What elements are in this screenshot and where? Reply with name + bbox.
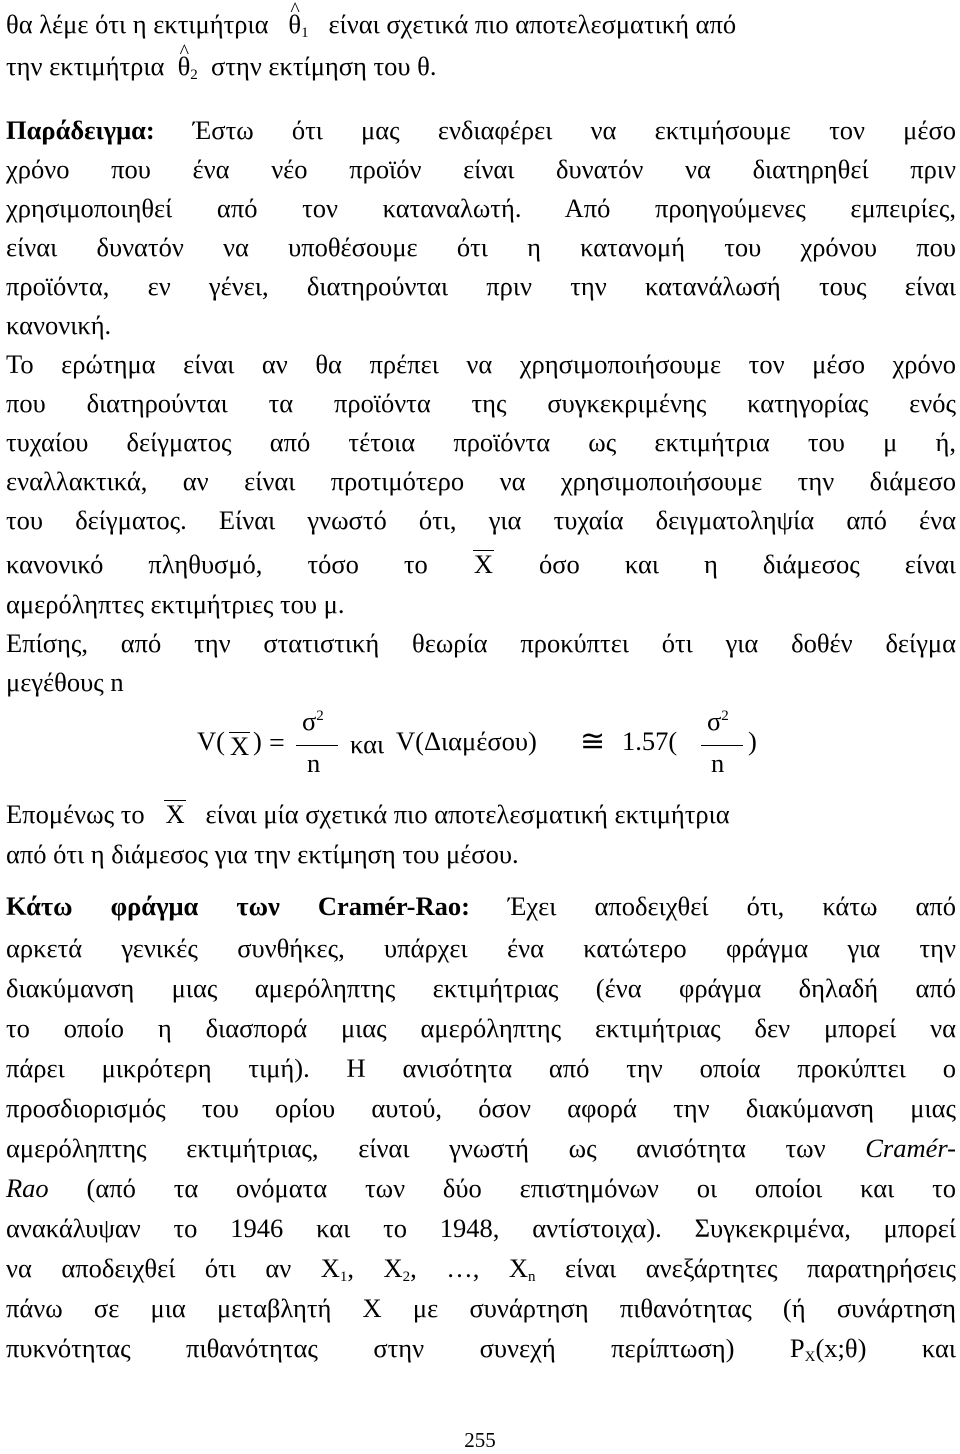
text-line-6: είναι δυνατόν να υποθέσουμε ότι η κατανομή του χρόνου που [6, 232, 956, 262]
formula-numerator: $\sigma^2$ [707, 706, 729, 736]
x-bar-symbol: X [473, 549, 493, 579]
formula-text: ) [748, 726, 757, 756]
text-line-21: αρκετά γενικές συνθήκες, υπάρχει ένα κατώτερο φράγμα για την [6, 933, 956, 963]
text-line-26 [6, 1128, 956, 1168]
italic-run: Cramér- [865, 1133, 956, 1163]
x-bar-symbol: X [230, 731, 250, 761]
text-line-13: του δείγματος. Είναι γνωστό ότι, για τυχαία δειγματοληψία από ένα [6, 505, 956, 535]
cramer-rao-heading: Κάτω φράγμα των Cramér-Rao: [6, 891, 470, 921]
text-line-12: εναλλακτικά, αν είναι προτιμότερο να χρησιμοποιήσουμε την διάμεσο [6, 466, 956, 496]
text-line-30: πάνω σε μια μεταβλητή X με συνάρτηση πιθανότητας (ή συνάρτηση [6, 1293, 956, 1323]
text-line-20 [6, 886, 956, 926]
text-line-17: μεγέθους n [6, 667, 124, 697]
text-run: Έστω ότι μας ενδιαφέρει να εκτιμήσουμε τον μέσο [192, 115, 957, 145]
text-line-19: από ότι η διάμεσος για την εκτίμηση του μέσου. [6, 839, 519, 869]
text-line-4: χρόνο που ένα νέο προϊόν είναι δυνατόν να διατηρηθεί πριν [6, 154, 956, 184]
formula-text: 1.57( [622, 726, 678, 756]
formula-text: και [350, 729, 385, 759]
text-line-3 [6, 110, 956, 150]
text-run: θα λέμε ότι η εκτιμήτρια [6, 9, 269, 39]
text-line-29 [6, 1248, 956, 1288]
text-line-9: Το ερώτημα είναι αν θα πρέπει να χρησιμοποιήσουμε τον μέσο χρόνο [6, 349, 956, 379]
variance-formula [150, 702, 850, 784]
text-run: να αποδειχθεί ότι αν $X_1$, [6, 1253, 354, 1285]
formula-approx: ≅ [580, 725, 606, 758]
text-line-15: αμερόληπτες εκτιμήτριες του μ. [6, 589, 345, 619]
text-run: στην εκτίμηση του θ. [211, 51, 437, 81]
fraction-bar [701, 745, 743, 746]
text-line-24: πάρει μικρότερη τιμή). Η ανισότητα από την οποία προκύπτει ο [6, 1053, 956, 1083]
text-run: Έχει αποδειχθεί ότι, κάτω από [508, 891, 957, 921]
text-line-22: διακύμανση μιας αμερόληπτης εκτιμήτριας (ένα φράγμα δηλαδή από [6, 973, 956, 1003]
formula-denominator: n [711, 748, 725, 778]
text-run: κανονικό πληθυσμό, τόσο το [6, 549, 428, 579]
formula-equals: = [269, 728, 285, 759]
text-run: είναι σχετικά πιο αποτελεσματική από [328, 9, 737, 39]
text-run: αμερόληπτης εκτιμήτριας, είναι γνωστή ως ανισότητα των [6, 1133, 826, 1163]
text-run: όσο και η διάμεσος είναι [539, 549, 957, 579]
text-line-27 [6, 1168, 956, 1208]
formula-text: ) [253, 726, 262, 756]
text-line-14 [6, 544, 956, 584]
text-run: πυκνότητας πιθανότητας στην συνεχή περίπτωση) $P_X(x;\theta)$ και [6, 1333, 956, 1365]
text-line-23: το οποίο η διασπορά μιας αμερόληπτης εκτιμήτριας δεν μπορεί να [6, 1013, 956, 1043]
text-line-8: κανονική. [6, 310, 112, 340]
text-line-25: προσδιορισμός του ορίου αυτού, όσον αφορά την διακύμανση μιας [6, 1093, 956, 1123]
x-bar-symbol: X [165, 799, 185, 829]
formula-text: V(Διαμέσου) [396, 726, 537, 756]
text-line-10: που διατηρούνται τα προϊόντα της συγκεκριμένης κατηγορίας ενός [6, 388, 956, 418]
example-heading: Παράδειγμα: [6, 115, 155, 145]
text-run: Επομένως το [6, 799, 145, 829]
italic-run: Rao [6, 1173, 49, 1203]
text-line-1 [6, 4, 956, 44]
formula-denominator: n [307, 748, 321, 778]
text-line-31 [6, 1328, 956, 1368]
text-line-28: ανακάλυψαν το 1946 και το 1948, αντίστοιχα). Συγκεκριμένα, μπορεί [6, 1213, 956, 1243]
text-run: (από τα ονόματα των δύο επιστημόνων οι οποίοι και το [86, 1173, 957, 1203]
page-number: 255 [464, 1428, 496, 1452]
text-line-18 [6, 794, 956, 834]
text-run: …, [446, 1253, 480, 1283]
theta-hat-symbol: ^ $\theta_2$ [178, 46, 198, 86]
formula-text: V( [197, 726, 225, 756]
text-line-16: Επίσης, από την στατιστική θεωρία προκύπτει ότι για δοθέν δείγμα [6, 628, 956, 658]
text-run: είναι ανεξάρτητες παρατηρήσεις [565, 1253, 956, 1283]
text-run: $X_n$ [508, 1253, 536, 1285]
theta-hat-symbol: ^ $\theta_1$ [288, 4, 308, 44]
text-line-11: τυχαίου δείγματος από τέτοια προϊόντα ως εκτιμήτρια του μ ή, [6, 427, 956, 457]
text-run: την εκτιμήτρια [6, 51, 165, 81]
text-line-2 [6, 46, 956, 86]
formula-numerator: $\sigma^2$ [302, 706, 324, 736]
fraction-bar [296, 745, 338, 746]
text-run: είναι μία σχετικά πιο αποτελεσματική εκτιμήτρια [205, 799, 730, 829]
text-line-5: χρησιμοποιηθεί από τον καταναλωτή. Από προηγούμενες εμπειρίες, [6, 193, 956, 223]
text-line-7: προϊόντα, εν γένει, διατηρούνται πριν την κατανάλωσή τους είναι [6, 271, 956, 301]
text-run: $X_2$, [383, 1253, 417, 1285]
